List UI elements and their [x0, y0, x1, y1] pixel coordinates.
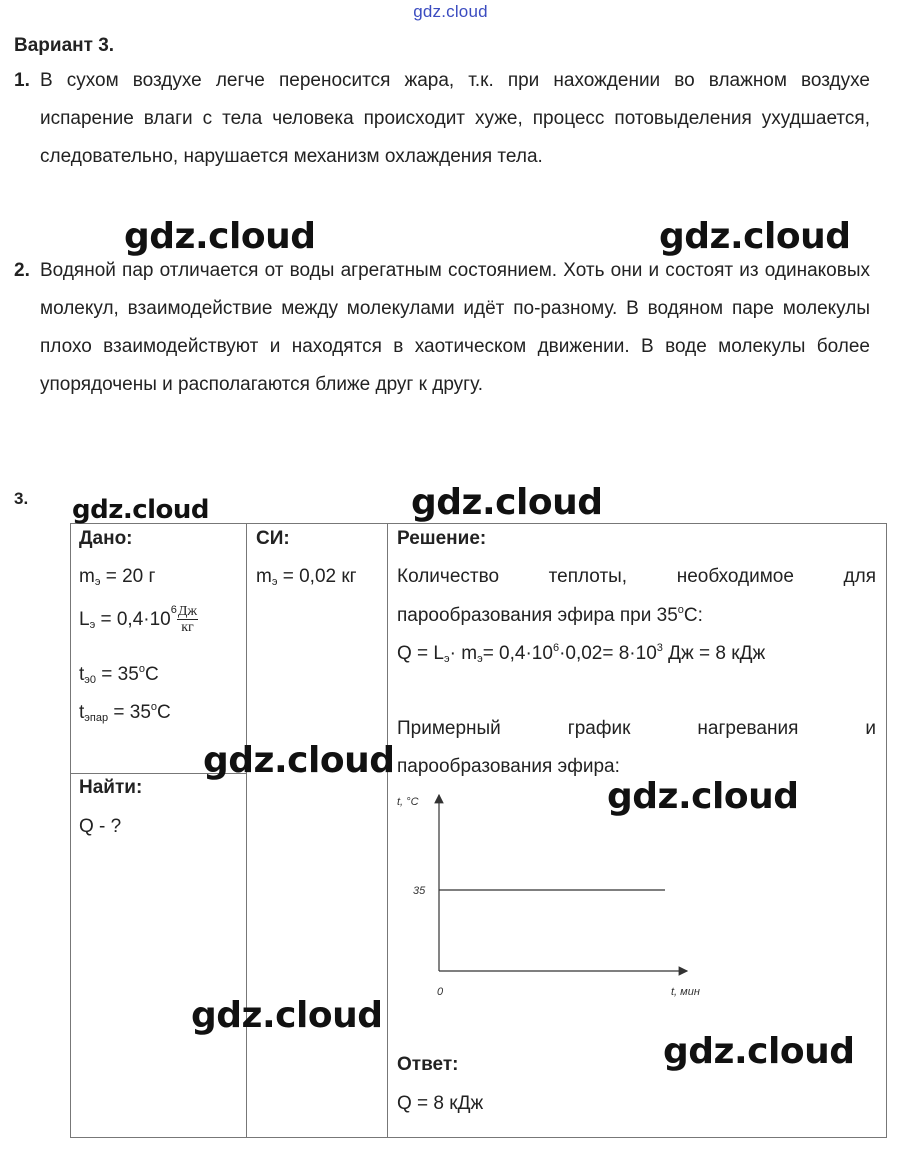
table-divider-1: [246, 523, 247, 1138]
watermark: gdz.cloud: [203, 740, 395, 781]
table-divider-2: [387, 523, 388, 1138]
answer-item-1: [14, 62, 870, 176]
watermark: gdz.cloud: [663, 1031, 855, 1072]
y-tick-label: 35: [413, 885, 426, 897]
si-header: СИ:: [256, 528, 290, 549]
solution-graph-line-2: парообразования эфира:: [397, 756, 620, 777]
watermark: gdz.cloud: [124, 216, 316, 257]
y-axis-label: t, °С: [397, 796, 419, 808]
find-text: Q - ?: [79, 816, 122, 837]
answer-header: Ответ:: [397, 1054, 459, 1075]
watermark: gdz.cloud: [191, 995, 383, 1036]
watermark: gdz.cloud: [659, 216, 851, 257]
solution-line-1: Количество теплоты, необходимое для: [397, 566, 876, 587]
find-header: Найти:: [79, 777, 143, 798]
solution-header: Решение:: [397, 528, 487, 549]
given-mass: $m_э = 20$ г: [79, 566, 156, 588]
item-number: 2.: [14, 260, 30, 281]
table-bottom-border: [70, 1137, 887, 1138]
given-tpar: $t_{эпар} = 35^oC$: [79, 701, 171, 724]
solution-line-2: парообразования эфира при 35$^o$C:: [397, 604, 703, 626]
solution-formula: $Q = L_э\cdot m_э= 0,4\cdot 10^6\cdot 0,02= 8\cdot 10^3$ Дж = 8 кДж: [397, 642, 766, 665]
answer-item-2: [14, 252, 870, 404]
watermark: gdz.cloud: [607, 776, 799, 817]
answer-value: Q = 8 кДж: [397, 1093, 484, 1114]
si-mass: $m_э = 0,02$ кг: [256, 566, 357, 588]
given-t0: $t_{э0} = 35^oC$: [79, 663, 159, 686]
table-right-border: [886, 523, 887, 1138]
given-header: Дано:: [79, 528, 133, 549]
watermark: gdz.cloud: [72, 495, 210, 525]
header-watermark: gdz.cloud: [413, 2, 488, 21]
table-left-border: [70, 523, 71, 1138]
solution-graph-line-1: Примерный график нагревания и: [397, 718, 876, 739]
watermark: gdz.cloud: [411, 482, 603, 523]
item-text: В сухом воздухе легче переносится жара, т.к. при нахождении во влажном воздухе испарение влаги с тела человека происходит хуже, процесс потовыделения ухудшается, следовательно, нарушается механизм охлаждения тела.: [40, 70, 870, 167]
heating-chart: [395, 785, 705, 1005]
item-number: 3.: [14, 489, 29, 508]
unit-fraction: $\frac{Дж}{кг}$: [177, 604, 198, 636]
item-number: 1.: [14, 70, 30, 91]
given-heat: $L_э = 0,4\cdot 10^6$ $\frac{Дж}{кг}$: [79, 604, 198, 636]
item-text: Водяной пар отличается от воды агрегатным состоянием. Хоть они и состоят из одинаковых молекул, взаимодействие между молекулами идёт по-разному. В водяном паре молекулы плохо взаимодействуют и находятся в хаотическом движении. В воде молекулы более упорядочены и располагаются ближе друг к другу.: [40, 260, 870, 395]
page-title: Вариант 3.: [14, 35, 115, 56]
x-axis-label: t, мин: [671, 986, 700, 998]
origin-label: 0: [437, 986, 444, 998]
